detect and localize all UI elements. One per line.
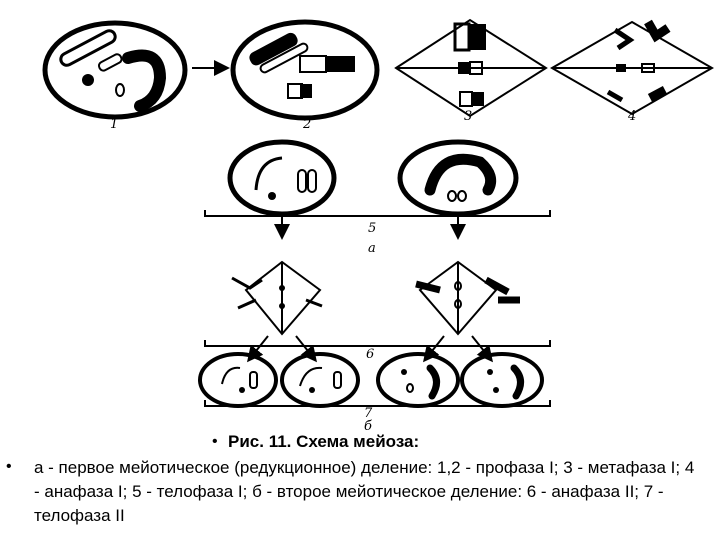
cell-stage-5-left <box>230 142 334 214</box>
bracket-5 <box>205 210 550 232</box>
body-bullet: • <box>6 458 12 475</box>
cell-stage-5-right <box>400 142 516 214</box>
cell-stage-7-4 <box>462 354 542 406</box>
spindle-stage-4 <box>552 22 712 114</box>
figure-title: Рис. 11. Схема мейоза: <box>228 432 420 451</box>
cell-stage-7-1 <box>200 354 276 406</box>
label-stage-7: 7 <box>364 406 373 421</box>
cell-stage-7-2 <box>282 354 358 406</box>
label-section-b: б <box>364 419 372 430</box>
label-stage-2: 2 <box>303 117 312 132</box>
label-stage-1: 1 <box>110 117 119 132</box>
cell-stage-2 <box>233 22 377 118</box>
caption <box>0 428 720 540</box>
label-section-a: a <box>368 241 376 256</box>
label-stage-4: 4 <box>628 109 637 124</box>
label-stage-6: 6 <box>366 347 375 362</box>
label-stage-5: 5 <box>368 221 377 236</box>
spindle-stage-6-right <box>416 262 520 334</box>
cell-stage-7-3 <box>378 354 458 406</box>
spindle-stage-6-left <box>232 262 322 334</box>
cell-stage-1 <box>45 23 185 117</box>
title-bullet: • <box>212 433 218 450</box>
figure-description: а - первое мейотическое (редукционное) деление: 1,2 - профаза I; 3 - метафаза I; 4 - анафаза I; 5 - телофаза I; б - второе мейотическое деление: 6 - анафаза II; 7 - телофаза II <box>34 458 695 525</box>
label-stage-3: 3 <box>464 109 473 124</box>
spindle-stage-3 <box>396 20 546 116</box>
